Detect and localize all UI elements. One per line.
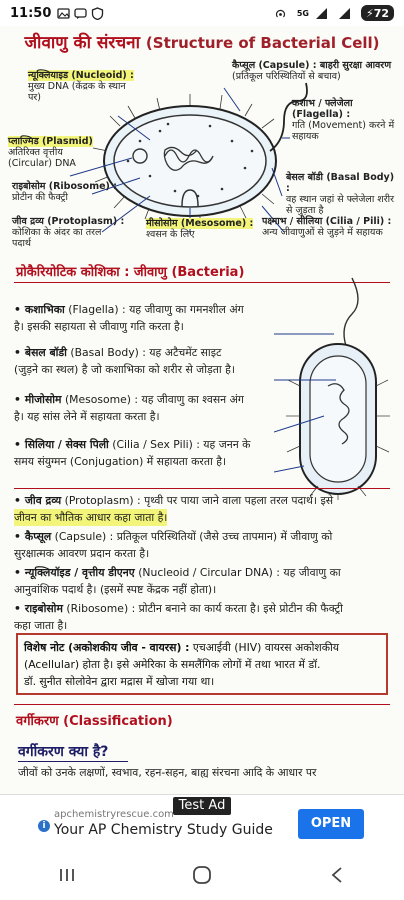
section-divider-2 xyxy=(14,488,390,489)
point-basal-body: • बेसल बॉडी (Basal Body) : यह अटैचमेंट साइट (जुड़ने का स्थल) है जो कशाभिका को शरीर से जोड़ता है। xyxy=(14,346,235,376)
back-icon xyxy=(330,866,344,884)
point-nucleoid: • न्यूक्लियॉइड / वृत्तीय डीएनए (Nucleoid / Circular DNA) : यह जीवाणु का आनुवांशिक पदार्थ है। (इसमें स्पष्ट केंद्रक नहीं होता)। xyxy=(14,566,341,596)
question-underline xyxy=(18,761,128,762)
network-type: 5G xyxy=(296,8,309,18)
recent-apps-button[interactable] xyxy=(45,860,89,890)
label-mesosome: मीसोसोम (Mesosome) : श्वसन के लिए xyxy=(146,218,254,240)
point-capsule: • कैप्सूल (Capsule) : प्रतिकूल परिस्थितियों (जैसे उच्च तापमान) में जीवाणु को सुरक्षात्मक आवरण प्रदान करता है। xyxy=(14,530,333,560)
point-mesosome: • मीजोसोम (Mesosome) : यह जीवाणु का श्वसन अंग है। यह सांस लेने में सहायता करता है। xyxy=(14,393,244,423)
ad-open-button[interactable]: OPEN xyxy=(298,809,364,839)
status-bar xyxy=(0,0,404,26)
battery-level: 72 xyxy=(373,6,389,20)
label-ribosome: राइबोसोम (Ribosome) : प्रोटीन की फैक्ट्री xyxy=(12,181,117,203)
status-time: 11:50 xyxy=(10,5,52,21)
classification-heading: वर्गीकरण (Classification) xyxy=(16,714,173,729)
point-flagella: • कशाभिका (Flagella) : यह जीवाणु का गमनशील अंग है। इसकी सहायता से जीवाणु गति करता है। xyxy=(14,303,244,333)
signal-2-icon xyxy=(338,7,351,20)
label-basal-body: बेसल बॉडी (Basal Body) : वह स्थान जहां से फ्लेजेला शरीर से जुड़ता है xyxy=(286,172,395,216)
home-button[interactable] xyxy=(180,860,224,890)
classification-text: जीवों को उनके लक्षणों, स्वभाव, रहन-सहन, बाह्य संरचना आदि के आधार पर xyxy=(18,766,317,779)
classification-question: वर्गीकरण क्या है? xyxy=(18,744,109,760)
message-icon xyxy=(74,7,87,20)
ad-info-icon[interactable]: i xyxy=(38,820,50,832)
special-note-box: विशेष नोट (अकोशकीय जीव - वायरस) : एचआईवी (HIV) वायरस अकोशकीय (Acellular) होता है। इसे अमेरिका के समलैंगिक लोगों में तथा भारत में डॉ. डॉ. सुनीत सोलोवेन द्वारा मद्रास में खोजा गया था। xyxy=(16,633,388,695)
signal-icon xyxy=(315,7,328,20)
navigation-bar xyxy=(0,850,404,900)
battery-indicator: ⚡ 72 xyxy=(361,5,394,21)
ad-title[interactable]: Your AP Chemistry Study Guide xyxy=(54,822,273,838)
home-icon xyxy=(192,865,212,885)
point-protoplasm: • जीव द्रव्य (Protoplasm) : पृथ्वी पर पाया जाने वाला पहला तरल पदार्थ। इसे जीवन का भौतिक आधार कहा जाता है। xyxy=(14,494,334,524)
hotspot-icon xyxy=(274,7,287,20)
gallery-icon xyxy=(57,7,70,20)
back-button[interactable] xyxy=(315,860,359,890)
point-pili: • सिलिया / सेक्स पिली (Cilia / Sex Pili) : यह जनन के समय संयुग्मन (Conjugation) में सहायता करता है। xyxy=(14,438,251,468)
point-ribosome: • राइबोसोम (Ribosome) : प्रोटीन बनाने का कार्य करता है। इसे प्रोटीन की फैक्ट्री कहा जाता है। xyxy=(14,602,343,632)
document-image[interactable] xyxy=(0,26,404,794)
label-flagella: कशाभ / फ्लेजेला (Flagella) : गति (Movement) करने में सहायक xyxy=(292,98,395,142)
section-divider-3 xyxy=(14,704,390,705)
label-nucleoid: न्यूक्लियाइड (Nucleoid) : मुख्य DNA (केंद्रक के स्थान पर) xyxy=(28,70,134,103)
label-capsule: कैप्सूल (Capsule) : बाहरी सुरक्षा आवरण (प्रतिकूल परिस्थितियों से बचाव) xyxy=(232,60,392,82)
label-protoplasm: जीव द्रव्य (Protoplasm) : कोशिका के अंदर का तरल पदार्थ xyxy=(12,216,125,249)
doc-title xyxy=(0,30,404,53)
doc-title-hindi: जीवाणु की संरचना xyxy=(24,33,140,53)
shield-icon xyxy=(91,7,104,20)
label-pili: पक्ष्माभ / सीलिया (Cilia / Pili) : अन्य जीवाणुओं से जुड़ने में सहायक xyxy=(262,216,392,238)
label-plasmid: प्लाज्मिड (Plasmid) अतिरिक्त वृत्तीय (Circular) DNA xyxy=(8,136,93,169)
ad-url[interactable]: apchemistryrescue.com xyxy=(54,809,174,820)
test-ad-badge: Test Ad xyxy=(173,797,231,815)
ad-banner[interactable] xyxy=(0,794,404,850)
doc-title-english: (Structure of Bacterial Cell) xyxy=(145,34,380,52)
recent-apps-icon xyxy=(58,867,76,883)
bacillus-illustration xyxy=(274,276,400,502)
section-prokaryotic-heading: प्रोकैरियोटिक कोशिका : जीवाणु (Bacteria) xyxy=(16,265,245,280)
